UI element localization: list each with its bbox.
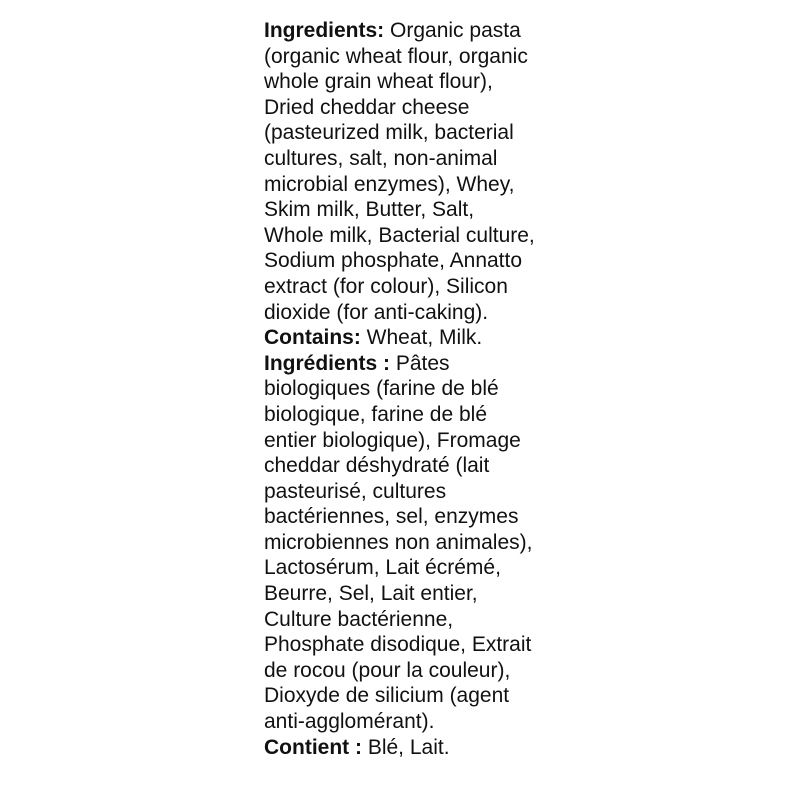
ingredients-en-line: cultures, salt, non-animal [264, 146, 498, 170]
ingredients-fr-line: Beurre, Sel, Lait entier, [264, 582, 478, 606]
ingredients-fr-line: biologiques (farine de blé [264, 377, 499, 401]
contains-fr-line [264, 735, 784, 761]
ingredients-en-line: Sodium phosphate, Annatto [264, 249, 523, 273]
ingredients-label-panel [264, 18, 784, 760]
contains-en-text: Wheat, Milk. [366, 326, 483, 350]
ingredients-en-heading: Ingredients: [264, 19, 385, 42]
ingredients-fr-line: anti-agglomérant). [264, 710, 435, 734]
contains-en-heading: Contains: [264, 326, 361, 350]
ingredients-fr-line [264, 351, 784, 377]
ingredients-fr-line: cheddar déshydraté (lait [264, 454, 490, 478]
ingredients-en-line: Dried cheddar cheese [264, 95, 470, 119]
ingredients-en-line: (organic wheat flour, organic [264, 44, 528, 68]
ingredients-fr-text: Pâtes [395, 351, 450, 375]
contains-en-line [264, 325, 784, 351]
contains-fr-heading: Contient : [264, 735, 362, 759]
ingredients-english [264, 18, 784, 325]
ingredients-fr-line: Phosphate disodique, Extrait [264, 633, 532, 657]
ingredients-fr-line: Lactosérum, Lait écrémé, [264, 556, 501, 580]
ingredients-en-line: (pasteurized milk, bacterial [264, 121, 514, 145]
ingredients-en-line: extract (for colour), Silicon [264, 274, 508, 298]
contains-fr-text: Blé, Lait. [367, 735, 450, 759]
ingredients-en-line: Whole milk, Bacterial culture, [264, 223, 535, 247]
ingredients-en-line: dioxide (for anti-caking). [264, 300, 489, 324]
ingredients-en-line: whole grain wheat flour), [264, 70, 493, 94]
ingredients-fr-line: pasteurisé, cultures [264, 479, 447, 503]
ingredients-en-line [264, 18, 784, 44]
ingredients-fr-line: entier biologique), Fromage [264, 428, 521, 452]
ingredients-fr-line: Dioxyde de silicium (agent [264, 684, 510, 708]
contains-french [264, 735, 784, 761]
ingredients-fr-line: bactériennes, sel, enzymes [264, 505, 519, 529]
contains-english [264, 325, 784, 351]
ingredients-fr-heading: Ingrédients : [264, 351, 391, 375]
ingredients-fr-line: microbiennes non animales), [264, 530, 533, 554]
ingredients-en-line: microbial enzymes), Whey, [264, 172, 515, 196]
ingredients-en-text: Organic pasta [390, 19, 521, 42]
ingredients-fr-line: biologique, farine de blé [264, 402, 488, 426]
ingredients-fr-line: Culture bactérienne, [264, 607, 454, 631]
ingredients-en-line: Skim milk, Butter, Salt, [264, 198, 475, 222]
ingredients-french [264, 351, 784, 735]
ingredients-fr-line: de rocou (pour la couleur), [264, 658, 511, 682]
